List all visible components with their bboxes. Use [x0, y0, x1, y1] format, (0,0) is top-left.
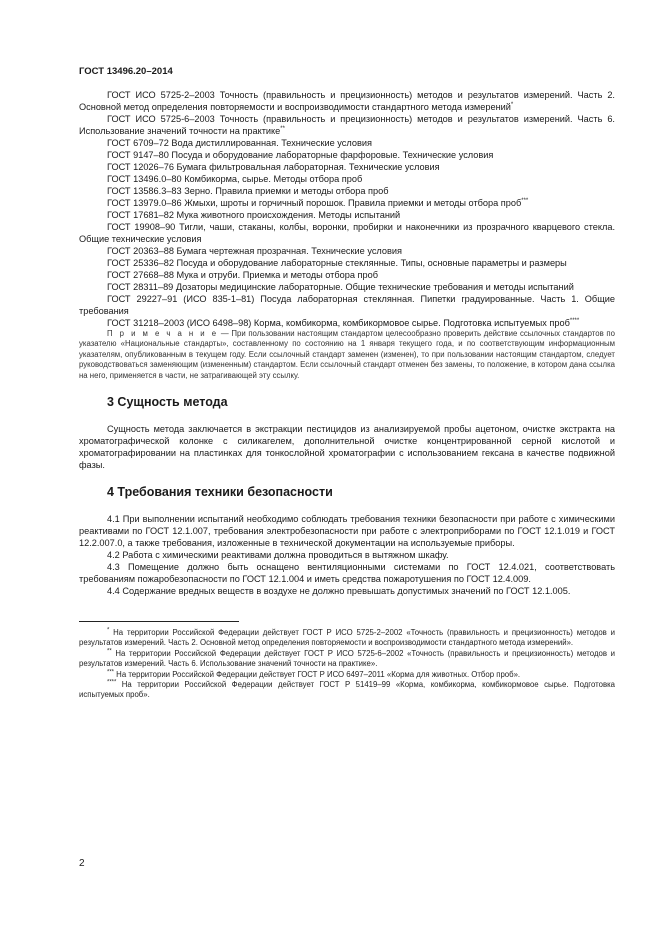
footnote-mark: *: [510, 101, 514, 108]
footnote-mark: ****: [569, 317, 580, 324]
reference-item: ГОСТ 20363–88 Бумага чертежная прозрачная. Технические условия: [107, 246, 402, 256]
clause-4-4: 4.4 Содержание вредных веществ в воздухе не должно превышать допустимых значений по ГОСТ 12.1.005.: [107, 586, 571, 597]
normative-references-list: [79, 89, 615, 329]
reference-item: ГОСТ 13979.0–86 Жмыхи, шроты и горчичный порошок. Правила приемки и методы отбора проб***: [107, 197, 529, 208]
reference-item: ГОСТ 25336–82 Посуда и оборудование лабораторные стеклянные. Типы, основные параметры и размеры: [107, 258, 567, 268]
document-header: ГОСТ 13496.20–2014: [79, 66, 173, 77]
note-paragraph: [79, 329, 615, 381]
footnotes: [79, 628, 615, 701]
note-text: — При пользовании настоящим стандартом целесообразно проверить действие ссылочных стандартов по указателю «Национальные стандарты», составленному по состоянию на 1 января текущего года, и по соответствующим информационным указателям, опубликованным в текущем году. Если ссылочный стандарт заменен (изменен), то при пользовании настоящим стандартом, следует руководствоваться заменяющим (измененным) стандартом. Если ссылочный стандарт отменен без замены, то положение, в котором дана ссылка на него, применяется в части, не затрагивающей эту ссылку.: [79, 329, 615, 380]
reference-item: ГОСТ 13496.0–80 Комбикорма, сырье. Методы отбора проб: [107, 174, 363, 184]
document-page: [79, 66, 615, 701]
footnote: ** На территории Российской Федерации действует ГОСТ Р ИСО 5725-6–2002 «Точность (правильность и прецизионность) методов и результатов измерений. Часть 6. Использование значений точности на практике».: [79, 648, 615, 669]
footnote: **** На территории Российской Федерации действует ГОСТ Р 51419–99 «Корма, комбикорма, комбикормовое сырье. Подготовка испытуемых проб».: [79, 679, 615, 700]
reference-item: ГОСТ 9147–80 Посуда и оборудование лабораторные фарфоровые. Технические условия: [107, 150, 494, 160]
reference-item: ГОСТ 17681–82 Мука животного происхождения. Методы испытаний: [107, 210, 401, 220]
footnote-mark: **: [107, 648, 112, 655]
footnote-mark: ***: [521, 197, 529, 204]
footnote: *** На территории Российской Федерации действует ГОСТ Р ИСО 6497–2011 «Корма для животных. Отбор проб».: [107, 669, 521, 679]
reference-item: ГОСТ 29227–91 (ИСО 835-1–81) Посуда лабораторная стеклянная. Пипетки градуированные. Часть 1. Общие требования: [79, 294, 615, 316]
footnote: * На территории Российской Федерации действует ГОСТ Р ИСО 5725-2–2002 «Точность (правильность и прецизионность) методов и результатов измерений. Часть 2. Основной метод определения повторяемости и воспроизводимости стандартного метода измерений».: [79, 627, 615, 648]
footnote-mark: **: [280, 125, 285, 132]
reference-item: ГОСТ 13586.3–83 Зерно. Правила приемки и методы отбора проб: [107, 186, 389, 196]
clause-4-1: 4.1 При выполнении испытаний необходимо соблюдать требования техники безопасности при работе с химическими реактивами по ГОСТ 12.1.007, требования электробезопасности при работе с электроприборами по ГОСТ 12.1.019 и ГОСТ 12.2.007.0, а также требования, изложенные в технической документации на используемые приборы.: [79, 514, 615, 549]
reference-item: ГОСТ 12026–76 Бумага фильтровальная лабораторная. Технические условия: [107, 162, 440, 172]
reference-item: ГОСТ 6709–72 Вода дистиллированная. Технические условия: [107, 138, 372, 148]
clause-4-2: 4.2 Работа с химическими реактивами должна проводиться в вытяжном шкафу.: [107, 550, 449, 561]
reference-item: ГОСТ ИСО 5725-6–2003 Точность (правильность и прецизионность) методов и результатов измерений. Часть 6. Использование значений точности на практике**: [79, 114, 615, 136]
footnote-mark: ****: [107, 679, 117, 686]
footnote-separator: [79, 621, 239, 622]
clause-4-3: 4.3 Помещение должно быть оснащено вентиляционными системами по ГОСТ 12.4.021, соответствовать требованиям пожаробезопасности по ГОСТ 12.1.004 и иметь средства пожаротушения по ГОСТ 12.4.009.: [79, 562, 615, 585]
page-number: 2: [79, 858, 85, 869]
section-4-heading: 4 Требования техники безопасности: [107, 485, 333, 500]
section-3-text: Сущность метода заключается в экстракции пестицидов из анализируемой пробы ацетоном, очистке экстракта на хроматографической колонке с силикагелем, дополнительной очистке концентрированной серной кислотой и хроматографировании на пластинках для тонкослойной хроматографии с использованием гексана в качестве подвижной фазы.: [79, 424, 615, 471]
section-3-heading: 3 Сущность метода: [107, 395, 228, 410]
reference-item: ГОСТ 19908–90 Тигли, чаши, стаканы, колбы, воронки, пробирки и наконечники из прозрачного кварцевого стекла. Общие технические условия: [79, 222, 615, 244]
reference-item: ГОСТ 28311–89 Дозаторы медицинские лабораторные. Общие технические требования и методы испытаний: [107, 282, 574, 292]
reference-item: ГОСТ 31218–2003 (ИСО 6498–98) Корма, комбикорма, комбикормовое сырье. Подготовка испытуемых проб****: [107, 317, 580, 328]
reference-item: ГОСТ 27668–88 Мука и отруби. Приемка и методы отбора проб: [107, 270, 378, 280]
note-label: П р и м е ч а н и е: [107, 329, 219, 338]
footnote-mark: *: [107, 627, 110, 634]
reference-item: ГОСТ ИСО 5725-2–2003 Точность (правильность и прецизионность) методов и результатов измерений. Часть 2. Основной метод определения повторяемости и воспроизводимости стандартного метода измерений*: [79, 90, 615, 112]
footnote-mark: ***: [107, 669, 115, 676]
